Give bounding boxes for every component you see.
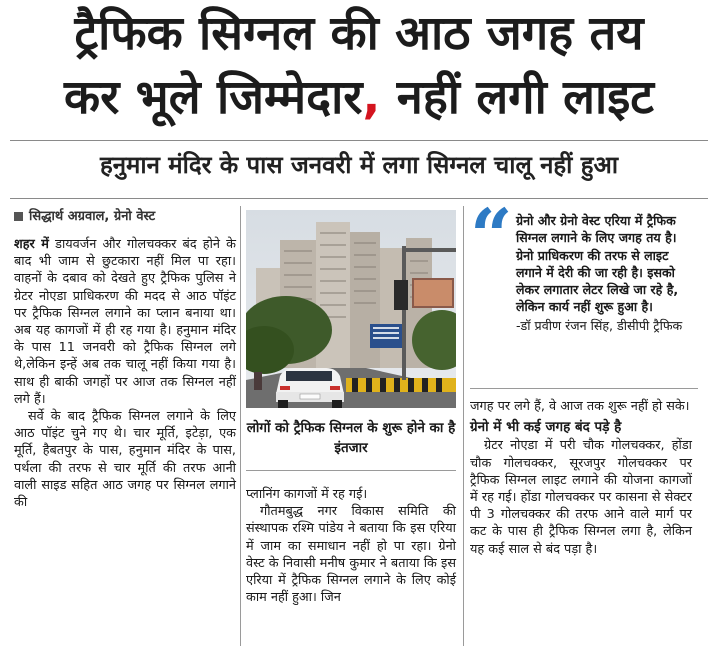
article-column-2	[246, 486, 456, 606]
byline-square-icon	[14, 212, 23, 221]
pull-quote	[470, 194, 698, 388]
byline	[14, 206, 155, 224]
headline-comma: ,	[362, 70, 381, 125]
article-paragraph: ग्रेटर नोएडा में परी चौक गोलचक्कर, होंडा चौक गोलचक्कर, सूरजपुर गोलचक्कर पर ट्रैफिक सिग्नल लाइट लगाने की योजना कागजों में रह गई। होंडा गोलचक्कर पर कासना से सेक्टर पी 3 गोलचक्कर की तरफ आने वाले मार्ग पर कट के पास ही ट्रैफिक सिग्नल लगा है, लेकिन यह कई साल से बंद पड़ा है।	[470, 438, 692, 557]
headline-divider	[10, 140, 708, 141]
news-photo	[246, 210, 456, 408]
column-divider	[463, 206, 464, 646]
article-paragraph	[14, 236, 236, 408]
article-paragraph: प्लानिंग कागजों में रह गई।	[246, 487, 368, 502]
pull-quote-text	[516, 212, 698, 334]
quote-mark-icon: “	[470, 194, 513, 280]
article-paragraph: गौतमबुद्ध नगर विकास समिति की संस्थापक रश्मि पांडेय ने बताया कि इस एरिया में जाम का समाधान नहीं हो पा रहा। ग्रेनो वेस्ट के निवासी मनीष कुमार ने बताया कि इस एरिया में ट्रैफिक सिग्नल लगाने के लिए कोई काम नहीं हुआ। जिन	[246, 504, 456, 606]
article-column-3	[470, 398, 692, 558]
section-subheading: ग्रेनो में भी कई जगह बंद पड़े है	[470, 419, 622, 436]
pull-quote-author: -डॉ प्रवीण रंजन सिंह, डीसीपी ट्रैफिक	[516, 317, 683, 333]
pull-quote-body: ग्रेनो और ग्रेनो वेस्ट एरिया में ट्रैफिक सिग्नल लगाने के लिए जगह तय है। ग्रेनो प्राधिकरण की तरफ से लाइट लगाने में देरी की जा रही है। इसको लेकर लगातार लेटर लिखे जा रहे है, लेकिन कार्य नहीं शुरू हुआ है।	[516, 213, 679, 315]
subheadline: हनुमान मंदिर के पास जनवरी में लगा सिग्नल चालू नहीं हुआ	[99, 151, 619, 179]
photo-caption: लोगों को ट्रैफिक सिग्नल के शुरू होने का है इंतजार	[246, 420, 456, 456]
subheadline-divider	[10, 198, 708, 199]
article-text: डायवर्जन और गोलचक्कर बंद होने के बाद भी जाम से छुटकारा नहीं मिल पा रहा। वाहनों के दबाव को देखते हुए ट्रैफिक पुलिस ने ग्रेटर नोएडा प्राधिकरण की मदद से आठ पॉइंट पर ट्रैफिक सिग्नल लगाने का प्लान बनाया था। अब यह कागजों में ही रह गया है। हनुमान मंदिर के पास 11 जनवरी को ट्रैफिक सिग्नल लगे थे,लेकिन इन्हें अब तक चालू नहीं किया गया है। साथ ही बाकी जगहों पर आज तक सिग्नल नहीं लगे हैं।	[14, 237, 236, 407]
street-scene-image	[246, 210, 456, 408]
article-paragraph: जगह पर लगे हैं, वे आज तक शुरू नहीं हो सके।	[470, 399, 690, 414]
column-divider	[240, 206, 241, 646]
headline-line-2	[0, 70, 718, 125]
article-column-1	[14, 236, 236, 511]
byline-text: सिद्धार्थ अग्रवाल, ग्रेनो वेस्ट	[29, 209, 156, 224]
caption-divider	[246, 470, 456, 471]
headline-line-2-main: कर भूले जिम्मेदार	[64, 70, 363, 125]
article-paragraph: सर्वे के बाद ट्रैफिक सिग्नल लगाने के लिए आठ पॉइंट चुने गए थे। चार मूर्ति, इटेड़ा, एक मूर्ति, हैबतपुर के पास, हनुमान मंदिर के पास, पर्थला की तरफ से चार मूर्ति की तरफ आनी वाली साइड सहित आठ जगह पर सिग्नल लगाने की	[14, 409, 236, 511]
headline-line-2-rest: नहीं लगी लाइट	[380, 70, 654, 125]
headline-line-1: ट्रैफिक सिग्नल की आठ जगह तय	[74, 6, 644, 61]
article-lead-words: शहर में	[14, 237, 49, 252]
quote-divider	[470, 388, 698, 389]
